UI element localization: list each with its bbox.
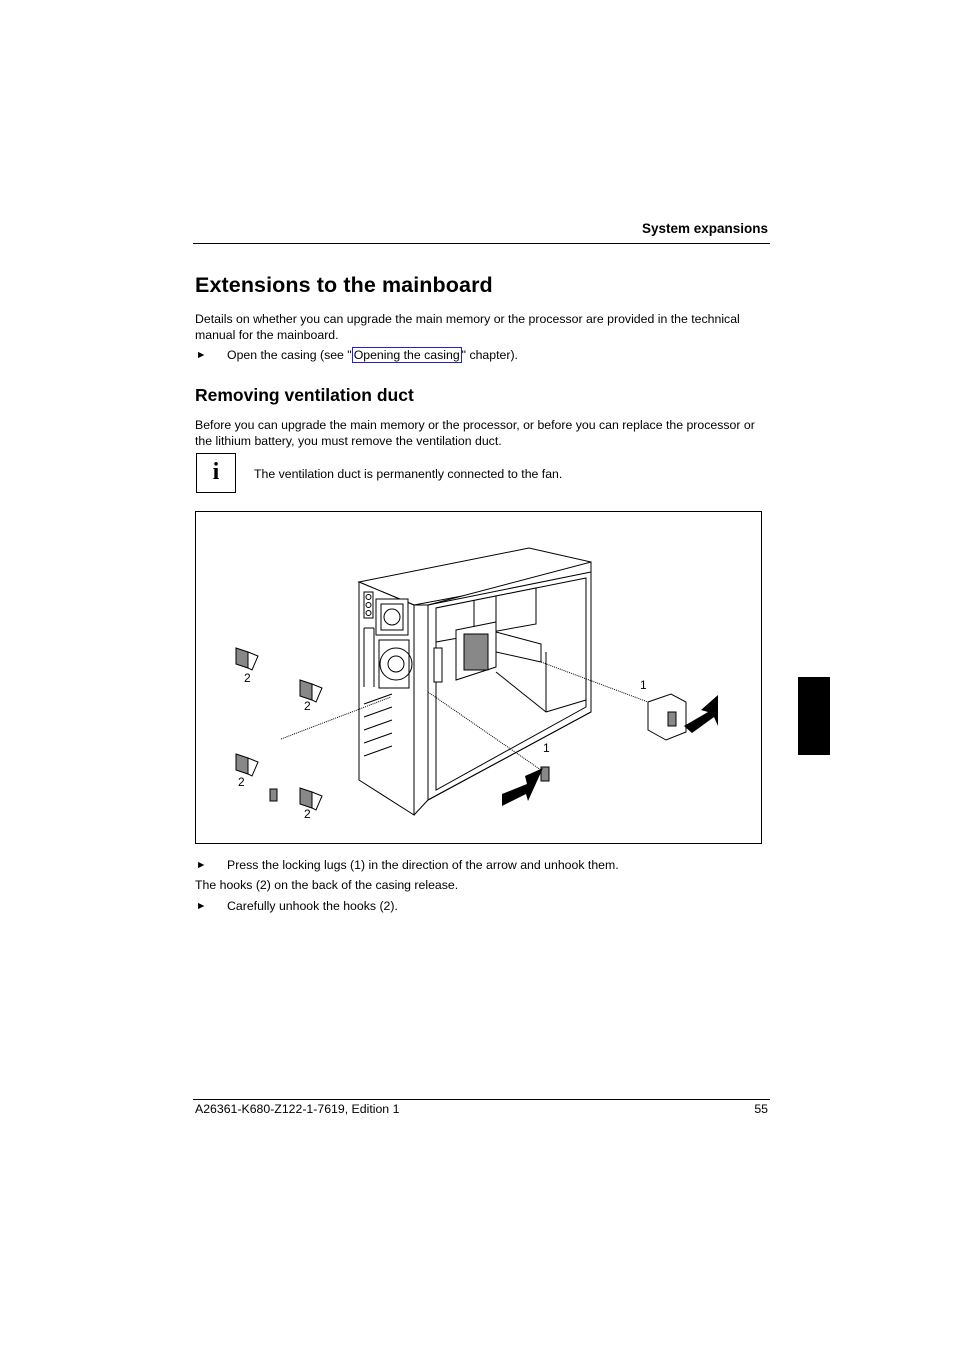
- ventilation-duct-figure: [195, 511, 762, 844]
- section-intro: Before you can upgrade the main memory or the processor, or before you can replace the processor or the lithium battery, you must remove the ventilation duct.: [195, 418, 755, 448]
- step-text-before: Open the casing (see ": [227, 348, 352, 362]
- info-icon: [196, 453, 236, 493]
- header-rule: [193, 243, 770, 244]
- hooks-release-text: The hooks (2) on the back of the casing release.: [195, 878, 459, 892]
- bullet-arrow-icon: ►: [196, 859, 207, 871]
- callout-hook-3: 2: [238, 775, 245, 789]
- chapter-thumb-tab: [798, 677, 830, 755]
- page-number: 55: [754, 1102, 768, 1116]
- opening-casing-link[interactable]: Opening the casing: [353, 348, 460, 362]
- callout-hook-4: 2: [304, 807, 311, 821]
- callout-hook-2: 2: [304, 699, 311, 713]
- info-note: The ventilation duct is permanently connected to the fan.: [254, 467, 563, 481]
- callout-lug-1: 1: [640, 678, 647, 692]
- callout-lug-2: 1: [543, 741, 550, 755]
- intro-paragraph: Details on whether you can upgrade the main memory or the processor are provided in the technical manual for the mainboard.: [195, 312, 740, 342]
- step-open-casing-text: [227, 348, 518, 363]
- info-glyph: i: [212, 459, 220, 485]
- page-heading: Extensions to the mainboard: [195, 273, 493, 297]
- step-unhook-text: Carefully unhook the hooks (2).: [227, 899, 398, 913]
- step-press-lugs-text: Press the locking lugs (1) in the direction of the arrow and unhook them.: [227, 858, 619, 872]
- section-heading: Removing ventilation duct: [195, 385, 414, 405]
- running-header: System expansions: [641, 221, 768, 236]
- document-id: A26361-K680-Z122-1-7619, Edition 1: [195, 1102, 400, 1116]
- step-text-after: " chapter).: [461, 348, 518, 362]
- footer-rule: [193, 1099, 770, 1100]
- casing-illustration: [196, 512, 763, 845]
- callout-hook-1: 2: [244, 671, 251, 685]
- bullet-arrow-icon: ►: [196, 900, 207, 912]
- bullet-arrow-icon: ►: [196, 349, 207, 361]
